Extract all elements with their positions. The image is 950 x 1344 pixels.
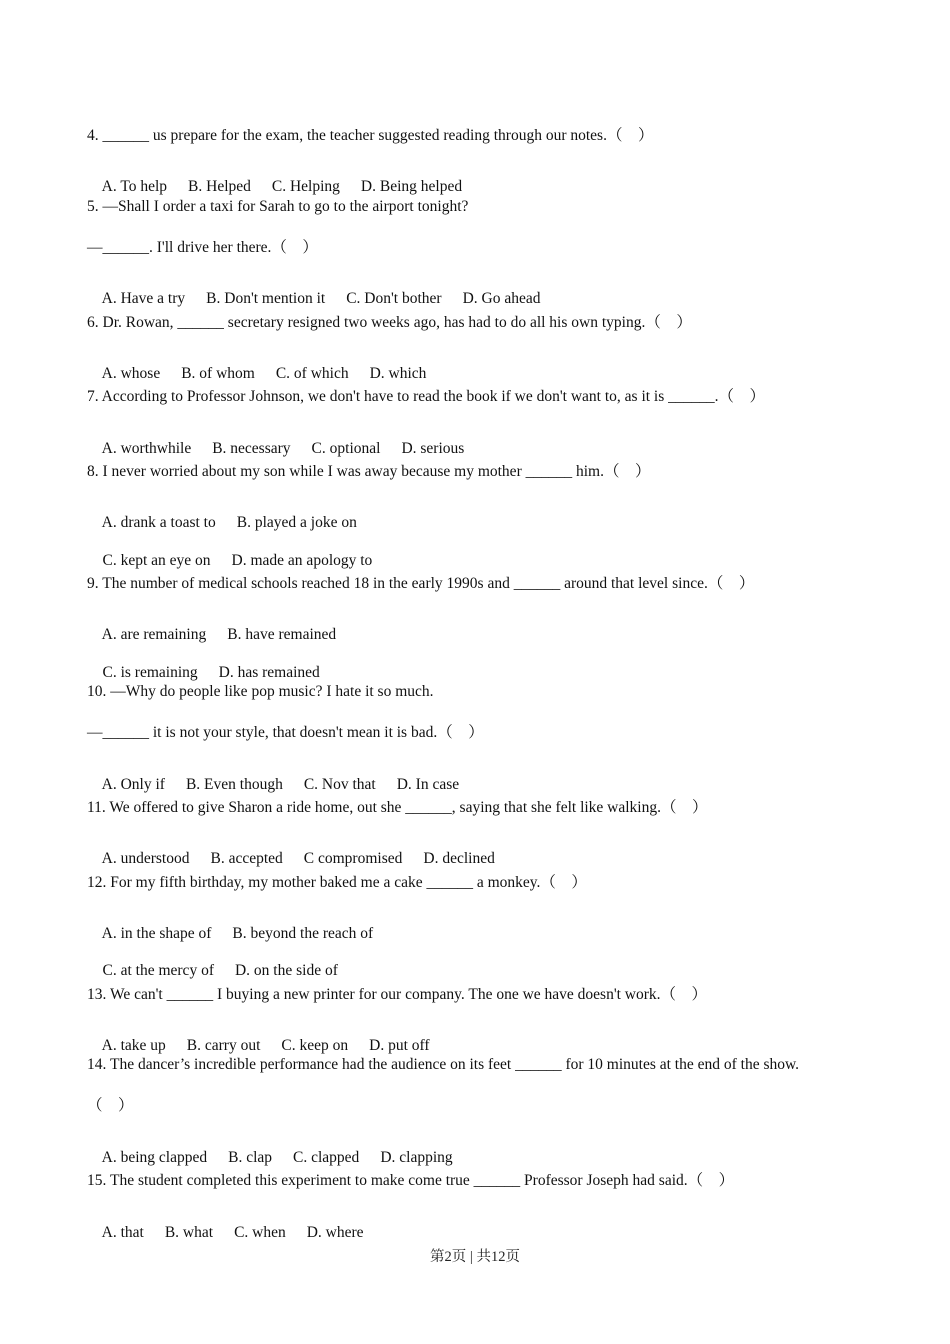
question-5-stem-2: —______. I'll drive her there.（ ）	[87, 239, 318, 256]
question-14-stem-2: （ ）	[87, 1097, 134, 1114]
option-a: A. being clapped	[101, 1149, 208, 1166]
option-c: C. Don't bother	[346, 290, 442, 307]
option-d: D. In case	[396, 776, 460, 793]
option-b: B. accepted	[210, 850, 283, 867]
question-12-stem: 12. For my fifth birthday, my mother baked me a cake ______ a monkey.（ ）	[87, 874, 587, 891]
option-b: B. carry out	[186, 1037, 261, 1054]
option-d: D. which	[369, 365, 427, 382]
option-b: B. necessary	[212, 440, 291, 457]
question-15-stem: 15. The student completed this experiment to make come true ______ Professor Joseph had said.（ ）	[87, 1172, 735, 1189]
option-c: C. clapped	[293, 1149, 360, 1166]
option-d: D. made an apology to	[231, 552, 373, 569]
option-d: D. Being helped	[360, 178, 463, 195]
option-d: D. on the side of	[234, 962, 338, 979]
option-b: B. Helped	[188, 178, 251, 195]
option-a: A. in the shape of	[101, 925, 212, 942]
option-b: B. what	[164, 1224, 214, 1241]
option-d: D. has remained	[218, 664, 320, 681]
option-d: D. serious	[401, 440, 465, 457]
option-b: B. Even though	[185, 776, 283, 793]
option-a: A. whose	[101, 365, 161, 382]
option-d: D. put off	[369, 1037, 430, 1054]
option-a: A. Only if	[101, 776, 165, 793]
option-c: C. is remaining	[102, 664, 198, 681]
option-c: C. Nov that	[303, 776, 376, 793]
option-a: A. take up	[101, 1037, 166, 1054]
option-b: B. Don't mention it	[206, 290, 326, 307]
question-11-stem: 11. We offered to give Sharon a ride home, out she ______, saying that she felt like walking.（ ）	[87, 799, 708, 816]
option-b: B. have remained	[227, 626, 337, 643]
option-d: D. Go ahead	[462, 290, 541, 307]
question-4-stem: 4. ______ us prepare for the exam, the teacher suggested reading through our notes.（ ）	[87, 127, 654, 144]
question-14-stem: 14. The dancer’s incredible performance had the audience on its feet ______ for 10 minutes at the end of the show.	[87, 1056, 800, 1073]
option-d: D. clapping	[380, 1149, 453, 1166]
option-a: A. drank a toast to	[101, 514, 216, 531]
option-c: C. Helping	[271, 178, 340, 195]
question-10-stem: 10. —Why do people like pop music? I hate it so much.	[87, 683, 434, 700]
option-d: D. declined	[423, 850, 495, 867]
question-10-stem-2: —______ it is not your style, that doesn't mean it is bad.（ ）	[87, 724, 484, 741]
question-8-stem: 8. I never worried about my son while I was away because my mother ______ him.（ ）	[87, 463, 651, 480]
option-b: B. beyond the reach of	[232, 925, 374, 942]
option-c: C. when	[234, 1224, 286, 1241]
option-b: B. clap	[228, 1149, 273, 1166]
question-6-stem: 6. Dr. Rowan, ______ secretary resigned two weeks ago, has had to do all his own typing.（ ）	[87, 314, 692, 331]
option-c: C. keep on	[281, 1037, 349, 1054]
option-a: A. worthwhile	[101, 440, 192, 457]
question-13-stem: 13. We can't ______ I buying a new printer for our company. The one we have doesn't work.（ ）	[87, 986, 708, 1003]
option-a: A. are remaining	[101, 626, 207, 643]
option-a: A. Have a try	[101, 290, 186, 307]
option-c: C. of which	[275, 365, 349, 382]
option-c: C compromised	[303, 850, 403, 867]
option-a: A. To help	[101, 178, 168, 195]
question-7-stem: 7. According to Professor Johnson, we don't have to read the book if we don't want to, as it is ______.（ ）	[87, 388, 766, 405]
option-b: B. of whom	[181, 365, 255, 382]
option-a: A. that	[101, 1224, 144, 1241]
question-9-stem: 9. The number of medical schools reached 18 in the early 1990s and ______ around that level since.（ ）	[87, 575, 755, 592]
page-footer: 第2页 | 共12页	[430, 1249, 520, 1265]
option-a: A. understood	[101, 850, 190, 867]
option-c: C. at the mercy of	[102, 962, 214, 979]
option-c: C. optional	[311, 440, 381, 457]
option-d: D. where	[306, 1224, 364, 1241]
question-5-stem: 5. —Shall I order a taxi for Sarah to go to the airport tonight?	[87, 198, 469, 215]
option-c: C. kept an eye on	[102, 552, 211, 569]
option-b: B. played a joke on	[236, 514, 357, 531]
